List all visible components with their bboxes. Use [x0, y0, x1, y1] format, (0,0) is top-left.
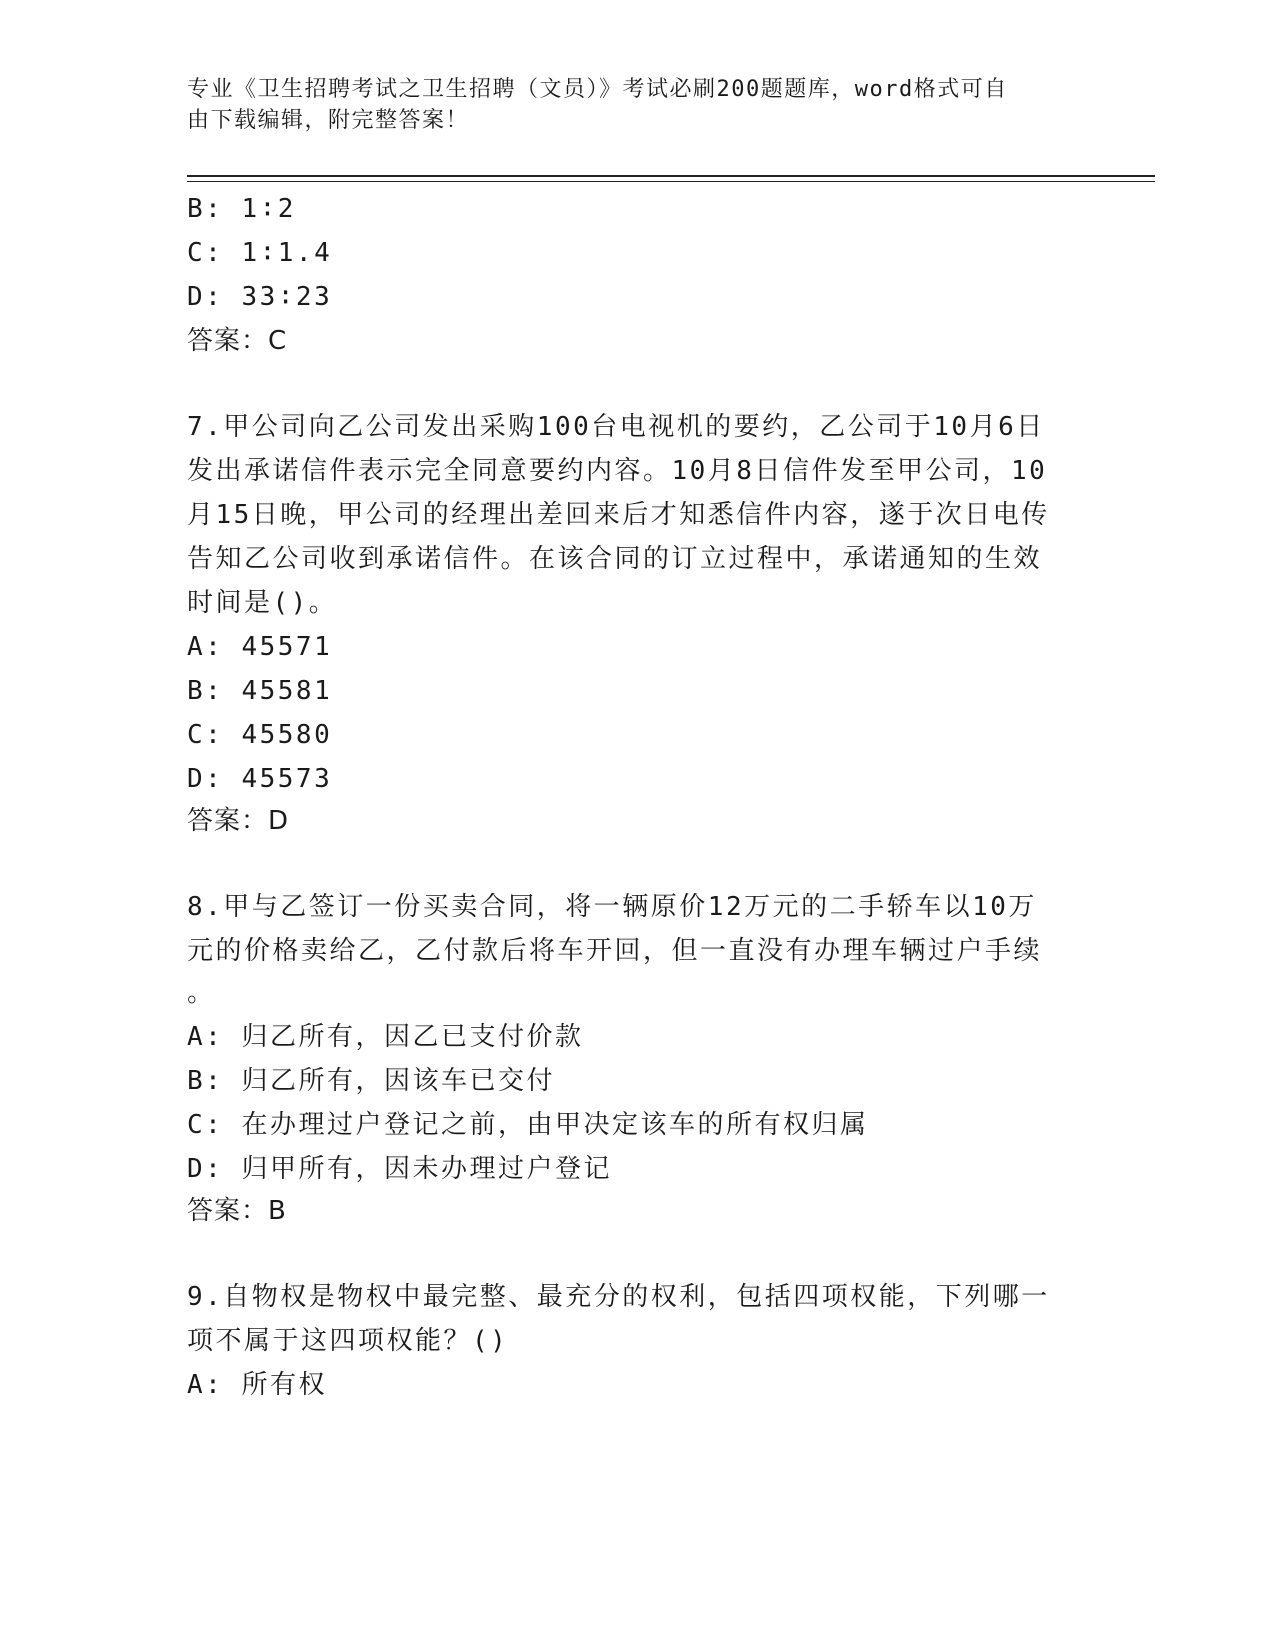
q8-stem-line: 。 [187, 978, 216, 1008]
q8-option-b: B: 归乙所有，因该车已交付 [187, 1066, 555, 1096]
q7-stem-line: 时间是()。 [187, 588, 338, 618]
q9-option-a: A: 所有权 [187, 1370, 327, 1400]
q8-option-a: A: 归乙所有，因乙已支付价款 [187, 1022, 584, 1052]
header-line-2: 由下载编辑，附完整答案！ [187, 108, 470, 133]
q7-answer: 答案：D [187, 806, 290, 836]
q9-stem-line: 9.自物权是物权中最完整、最充分的权利，包括四项权能，下列哪一 [187, 1282, 1050, 1312]
q8-stem-line: 元的价格卖给乙，乙付款后将车开回，但一直没有办理车辆过户手续 [187, 936, 1043, 966]
q6-answer: 答案：C [187, 326, 288, 356]
q7-option-c: C: 45580 [187, 720, 333, 750]
q7-stem-line: 发出承诺信件表示完全同意要约内容。10月8日信件发至甲公司，10 [187, 456, 1048, 486]
q6-option-b: B: 1∶2 [187, 194, 296, 224]
q6-option-d: D: 33∶23 [187, 282, 333, 312]
q7-stem-line: 月15日晚，甲公司的经理出差回来后才知悉信件内容，遂于次日电传 [187, 500, 1050, 530]
q6-option-c: C: 1∶1.4 [187, 238, 333, 268]
q9-stem-line: 项不属于这四项权能？() [187, 1326, 509, 1356]
q7-stem-line: 7.甲公司向乙公司发出采购100台电视机的要约，乙公司于10月6日 [187, 412, 1045, 442]
q7-option-b: B: 45581 [187, 676, 333, 706]
q8-option-d: D: 归甲所有，因未办理过户登记 [187, 1154, 612, 1184]
header-divider-thick [187, 175, 1155, 177]
q7-stem-line: 告知乙公司收到承诺信件。在该合同的订立过程中，承诺通知的生效 [187, 544, 1043, 574]
q8-option-c: C: 在办理过户登记之前，由甲决定该车的所有权归属 [187, 1110, 869, 1140]
q7-option-d: D: 45573 [187, 764, 333, 794]
header-line-1: 专业《卫生招聘考试之卫生招聘（文员）》考试必刷200题题库，word格式可自 [187, 77, 1008, 102]
header-divider-thin [187, 181, 1155, 182]
document-header [187, 74, 1067, 136]
q8-stem-line: 8.甲与乙签订一份买卖合同，将一辆原价12万元的二手轿车以10万 [187, 892, 1037, 922]
q7-option-a: A: 45571 [187, 632, 333, 662]
q8-answer: 答案：B [187, 1196, 287, 1226]
